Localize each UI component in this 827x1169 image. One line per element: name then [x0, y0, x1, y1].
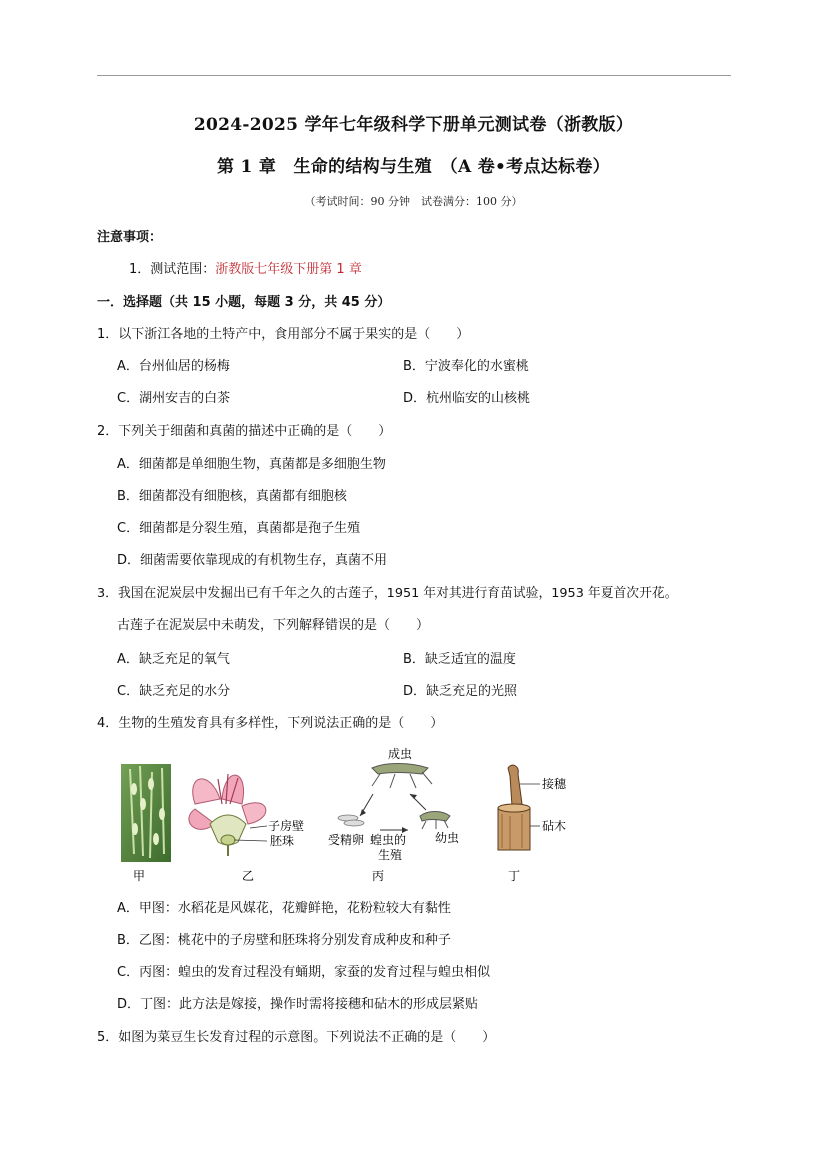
label-scion: 接穗	[542, 777, 567, 791]
label-locust-caption-2: 生殖	[378, 848, 403, 862]
q2-option-a: A．细菌都是单细胞生物，真菌都是多细胞生物	[117, 457, 386, 472]
exam-title: 2024-2025 学年七年级科学下册单元测试卷（浙教版）	[193, 115, 634, 135]
q5-stem: 5．如图为菜豆生长发育过程的示意图。下列说法不正确的是（ ）	[97, 1030, 496, 1045]
test-scope: 浙教版七年级下册第 1 章	[215, 262, 362, 277]
q3-option-a: A．缺乏充足的氧气	[117, 652, 230, 667]
label-nymph: 幼虫	[435, 831, 460, 845]
grafting-image	[498, 765, 540, 850]
q4-figure	[110, 744, 610, 884]
notice-item-1	[129, 258, 362, 277]
q3-stem-line1: 3．我国在泥炭层中发掘出已有千年之久的古莲子，1951 年对其进行育苗试验，1953 年夏首次开花。	[97, 586, 678, 601]
label-adult: 成虫	[388, 747, 413, 761]
q1-option-a: A．台州仙居的杨梅	[117, 359, 230, 374]
q1-stem: 1．以下浙江各地的土特产中，食用部分不属于果实的是（ ）	[97, 327, 470, 342]
q2-option-d: D．细菌需要依靠现成的有机物生存，真菌不用	[117, 553, 388, 568]
q4-option-a: A．甲图：水稻花是风媒花，花瓣鲜艳，花粉粒较大有黏性	[117, 901, 451, 916]
notice-item-1-prefix: 1．测试范围：	[129, 262, 216, 277]
peach-flower-image	[189, 774, 267, 856]
section-heading: 一．选择题（共 15 小题，每题 3 分，共 45 分）	[97, 295, 391, 310]
label-locust-caption: 蝗虫的	[370, 833, 407, 847]
rice-flower-image	[121, 764, 171, 862]
q4-option-c: C．丙图：蝗虫的发育过程没有蛹期，家蚕的发育过程与蝗虫相似	[117, 965, 491, 980]
q3-option-c: C．缺乏充足的水分	[117, 684, 231, 699]
q3-stem-line2: 古莲子在泥炭层中未萌发，下列解释错误的是（ ）	[117, 618, 430, 633]
locust-lifecycle-image	[338, 764, 450, 834]
notice-heading: 注意事项：	[97, 230, 163, 245]
figure-label-ding: 丁	[508, 869, 521, 883]
label-rootstock: 砧木	[542, 819, 567, 833]
header-rule	[97, 75, 731, 76]
exam-info: （考试时间：90 分钟 试卷满分：100 分）	[304, 195, 523, 208]
chapter-title: 第 1 章 生命的结构与生殖 （A 卷•考点达标卷）	[217, 157, 610, 177]
q2-stem: 2．下列关于细菌和真菌的描述中正确的是（ ）	[97, 424, 392, 439]
label-ovule: 胚珠	[270, 834, 295, 848]
q1-option-b: B．宁波奉化的水蜜桃	[403, 359, 529, 374]
q4-option-b: B．乙图：桃花中的子房壁和胚珠将分别发育成种皮和种子	[117, 933, 451, 948]
q4-stem: 4．生物的生殖发育具有多样性，下列说法正确的是（ ）	[97, 716, 444, 731]
q3-option-d: D．缺乏充足的光照	[403, 684, 518, 699]
q4-option-d: D．丁图：此方法是嫁接，操作时需将接穗和砧木的形成层紧贴	[117, 997, 479, 1012]
q1-option-c: C．湖州安吉的白茶	[117, 391, 231, 406]
q2-option-c: C．细菌都是分裂生殖，真菌都是孢子生殖	[117, 521, 361, 536]
q3-option-b: B．缺乏适宜的温度	[403, 652, 516, 667]
figure-label-yi: 乙	[242, 869, 255, 883]
figure-label-bing: 丙	[372, 869, 385, 883]
figure-label-jia: 甲	[133, 869, 146, 883]
label-fertilized-egg: 受精卵	[328, 833, 365, 847]
q2-option-b: B．细菌都没有细胞核，真菌都有细胞核	[117, 489, 347, 504]
q1-option-d: D．杭州临安的山核桃	[403, 391, 531, 406]
label-ovary-wall: 子房壁	[268, 819, 305, 833]
